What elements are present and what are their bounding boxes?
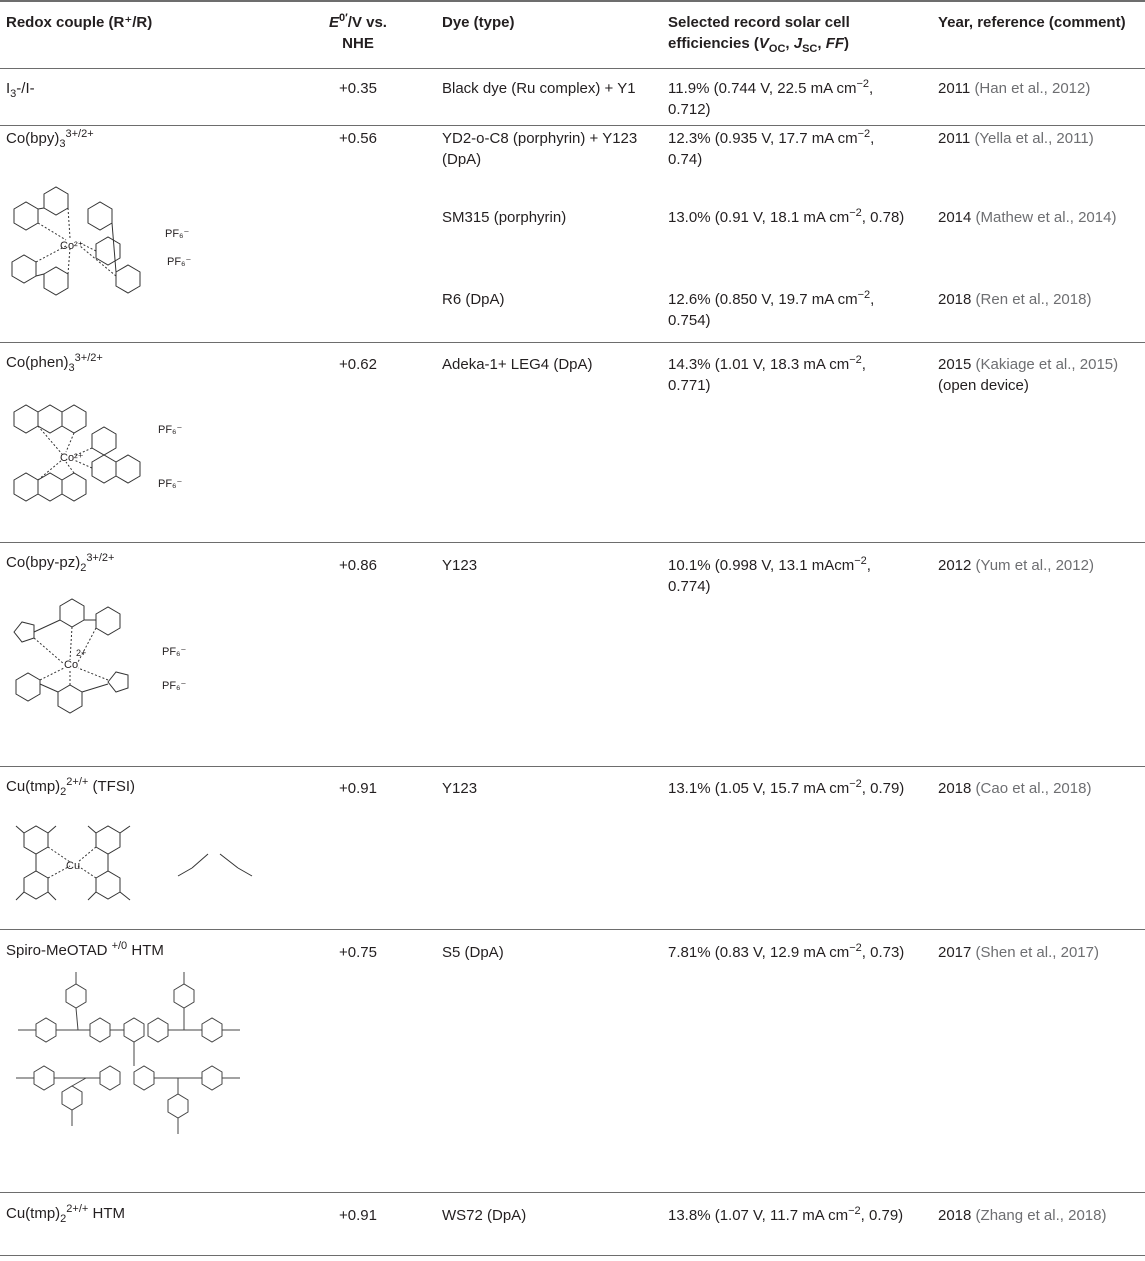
potential-value: +0.75 <box>339 944 377 961</box>
dye-name: WS72 (DpA) <box>442 1207 527 1224</box>
row-rule <box>0 125 1145 126</box>
cu-tmp-tfsi-structure <box>14 818 274 918</box>
efficiency-value: 12.6% (0.850 V, 19.7 mA $cm^{-2}$, 0.754) <box>668 289 875 329</box>
year-reference: 2014 (Mathew et al., 2014) <box>938 209 1117 226</box>
table-bottom-rule <box>0 1255 1145 1256</box>
metal-center-label: Co²⁺ <box>60 240 84 252</box>
reference-link[interactable]: (Kakiage et al., 2015) <box>975 356 1119 373</box>
couple-spiro-meotad: Spiro-MeOTAD $^{+/0}$ HTM <box>6 940 164 959</box>
spiro-meotad-structure <box>6 960 266 1170</box>
potential-value: +0.62 <box>339 356 377 373</box>
year-reference: 2018 (Ren et al., 2018) <box>938 291 1092 308</box>
efficiency-value: 14.3% (1.01 V, 18.3 mA $cm^{-2}$, 0.771) <box>668 354 866 394</box>
reference-link[interactable]: (Ren et al., 2018) <box>975 291 1092 308</box>
reference-link[interactable]: (Yum et al., 2012) <box>975 557 1094 574</box>
year-reference: 2015 (Kakiage et al., 2015) (open device) <box>938 356 1119 394</box>
row-rule <box>0 342 1145 343</box>
row-rule <box>0 542 1145 543</box>
row-rule <box>0 929 1145 930</box>
dye-name: YD2-o-C8 (porphyrin) + Y123 (DpA) <box>442 130 638 168</box>
potential-value: +0.91 <box>339 1207 377 1224</box>
row-rule <box>0 766 1145 767</box>
row-rule <box>0 1192 1145 1193</box>
year-reference: 2012 (Yum et al., 2012) <box>938 557 1094 574</box>
efficiency-value: 7.81% (0.83 V, 12.9 mA $cm^{-2}$, 0.73) <box>668 942 905 961</box>
potential-value: +0.35 <box>339 80 377 97</box>
metal-center-label: Co²⁺ <box>60 452 84 464</box>
year-reference: 2011 (Han et al., 2012) <box>938 80 1091 97</box>
table-top-rule <box>0 0 1145 2</box>
charge-label: 2+ <box>76 648 87 658</box>
dye-name: Y123 <box>442 557 478 574</box>
metal-center-label: Cu <box>66 860 81 872</box>
couple-co-bpy-pz: $Co(bpy-pz)_2^{3+/2+}$ <box>6 552 115 574</box>
dye-name: SM315 (porphyrin) <box>442 209 567 226</box>
reference-link[interactable]: (Mathew et al., 2014) <box>975 209 1117 226</box>
couple-cu-tmp-htm: $Cu(tmp)_2^{2+/+}$ HTM <box>6 1203 125 1225</box>
reference-link[interactable]: (Han et al., 2012) <box>974 80 1091 97</box>
couple-co-bpy: $Co(bpy)_3^{3+/2+}$ <box>6 128 94 150</box>
year-reference: 2018 (Zhang et al., 2018) <box>938 1207 1107 1224</box>
efficiency-value: 13.1% (1.05 V, 15.7 mA $cm^{-2}$, 0.79) <box>668 778 905 797</box>
reference-link[interactable]: (Zhang et al., 2018) <box>975 1207 1107 1224</box>
dye-name: R6 (DpA) <box>442 291 505 308</box>
couple-cu-tmp-tfsi: $Cu(tmp)_2^{2+/+}$ (TFSI) <box>6 776 135 798</box>
dye-name: Adeka-1+ LEG4 (DpA) <box>442 356 593 373</box>
header-redox-couple: Redox couple (R⁺/R) <box>6 14 153 31</box>
potential-value: +0.56 <box>339 130 377 147</box>
counterion-label: PF₆⁻ <box>162 680 187 692</box>
metal-center-label: Co <box>64 659 79 671</box>
header-efficiency: Selected record solar cell efficiencies ($V_{OC}$, $J_{SC}$, FF) <box>668 14 850 55</box>
dye-name: S5 (DpA) <box>442 944 504 961</box>
efficiency-value: 13.8% (1.07 V, 11.7 mA $cm^{-2}$, 0.79) <box>668 1205 904 1224</box>
dye-name: Black dye (Ru complex) + Y1 <box>442 80 636 97</box>
potential-value: +0.86 <box>339 557 377 574</box>
header-rule <box>0 68 1145 69</box>
year-reference: 2018 (Cao et al., 2018) <box>938 780 1092 797</box>
reference-link[interactable]: (Shen et al., 2017) <box>975 944 1099 961</box>
counterion-label: PF₆⁻ <box>158 478 183 490</box>
counterion-label: PF₆⁻ <box>165 228 190 240</box>
year-reference: 2011 (Yella et al., 2011) <box>938 130 1094 147</box>
counterion-label: PF₆⁻ <box>167 256 192 268</box>
efficiency-value: 12.3% (0.935 V, 17.7 mA $cm^{-2}$, 0.74) <box>668 128 875 168</box>
couple-co-phen: $Co(phen)_3^{3+/2+}$ <box>6 352 103 374</box>
header-dye: Dye (type) <box>442 14 515 31</box>
couple-iodide: $I_3-/I-$ <box>6 80 35 100</box>
efficiency-value: 10.1% (0.998 V, 13.1 mAcm$^{-2}$, 0.774) <box>668 555 871 595</box>
dye-name: Y123 <box>442 780 478 797</box>
reference-link[interactable]: (Cao et al., 2018) <box>975 780 1092 797</box>
potential-value: +0.91 <box>339 780 377 797</box>
counterion-label: PF₆⁻ <box>162 646 187 658</box>
header-year-reference: Year, reference (comment) <box>938 14 1126 31</box>
counterion-label: PF₆⁻ <box>158 424 183 436</box>
header-potential: $E^{0'}/V$ vs. NHE <box>329 12 387 52</box>
year-reference: 2017 (Shen et al., 2017) <box>938 944 1099 961</box>
efficiency-value: 11.9% (0.744 V, 22.5 mA $cm^{-2}$, 0.712) <box>668 78 874 118</box>
reference-link[interactable]: (Yella et al., 2011) <box>974 130 1094 147</box>
efficiency-value: 13.0% (0.91 V, 18.1 mA $cm^{-2}$, 0.78) <box>668 207 905 226</box>
